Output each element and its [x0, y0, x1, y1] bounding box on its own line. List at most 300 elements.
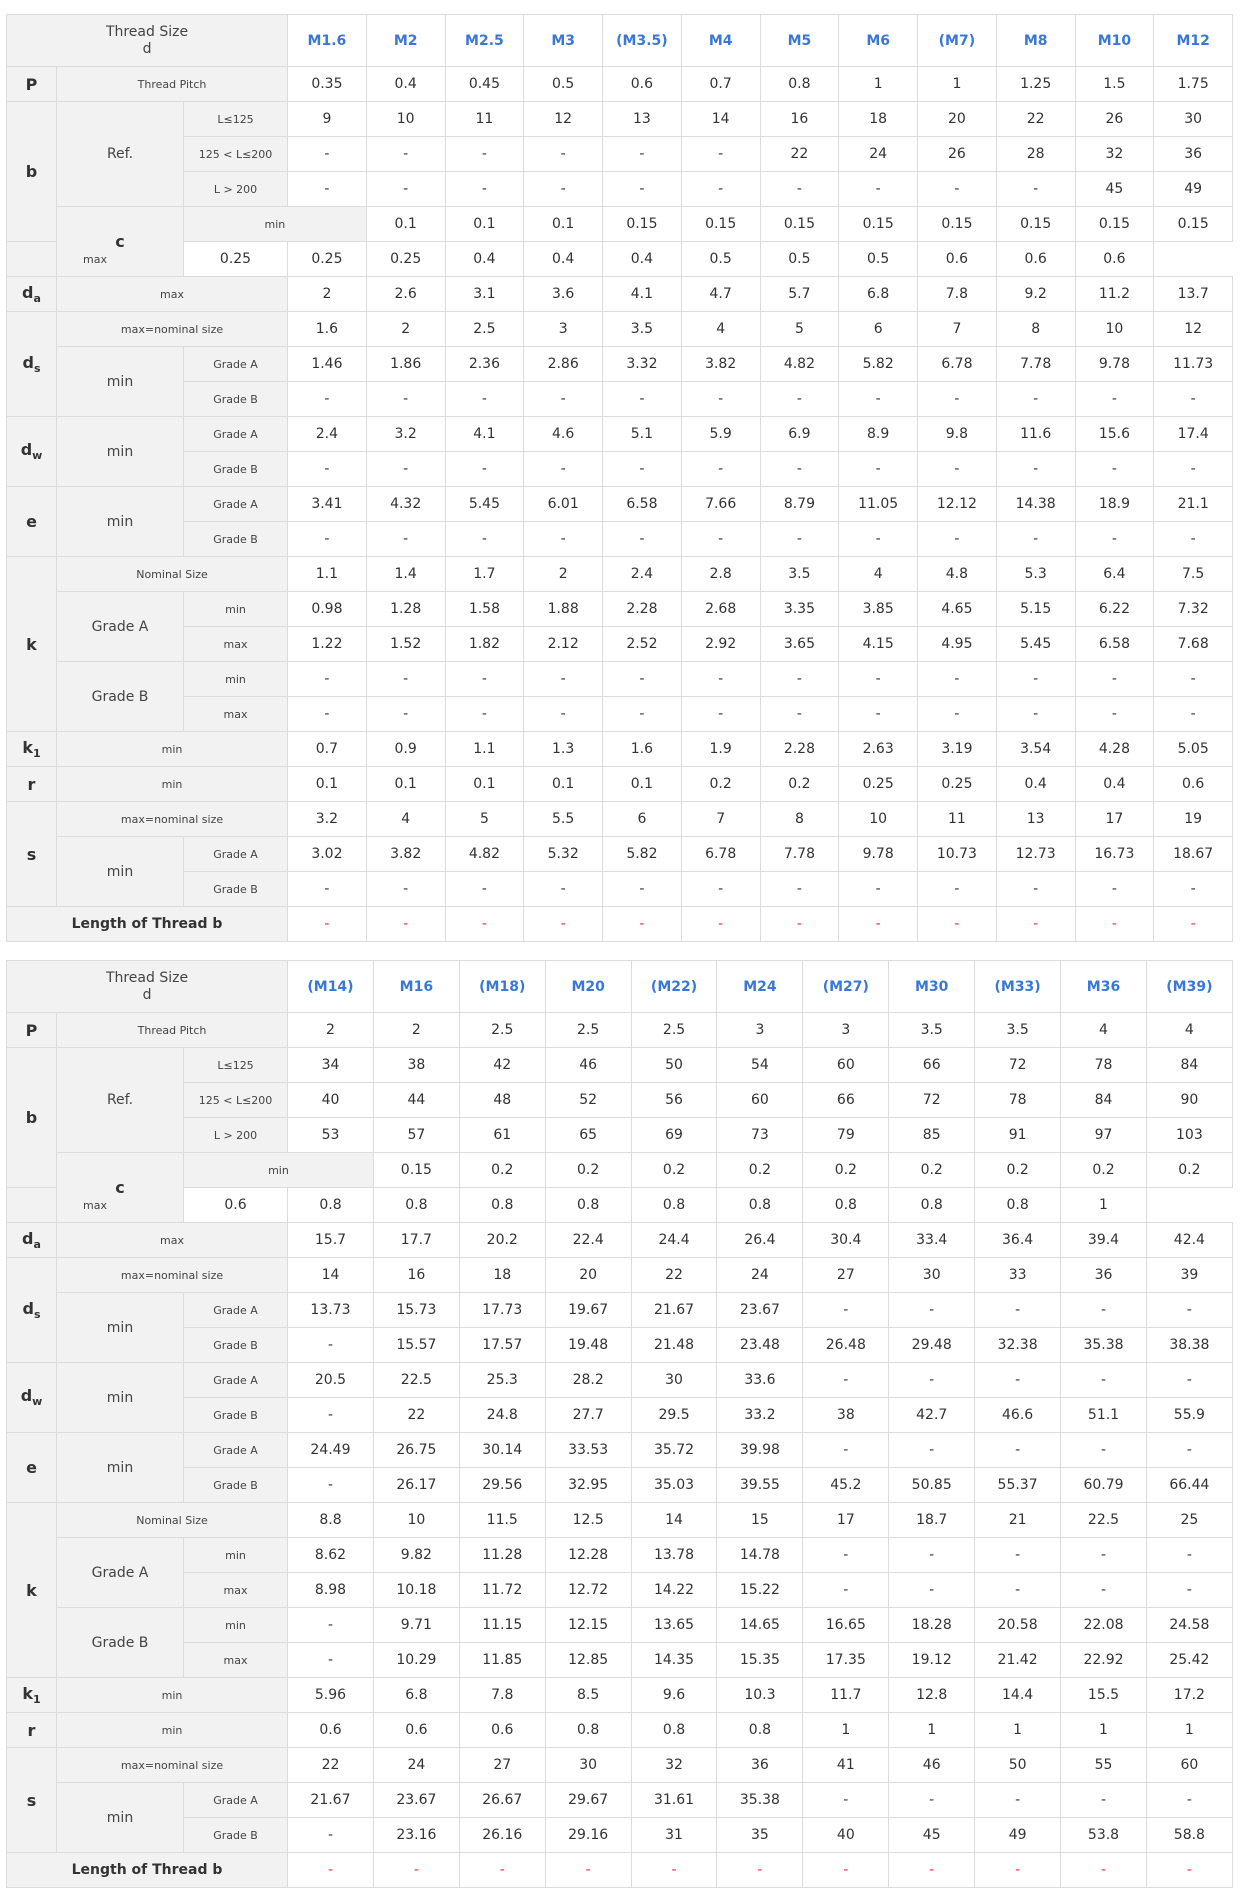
label-grade-b [184, 1818, 288, 1853]
row-k-b-max [7, 697, 1233, 732]
value-cell: - [839, 522, 918, 557]
value-cell: 40 [803, 1818, 889, 1853]
label-nominal-size [57, 557, 288, 592]
value-cell: 2.6 [366, 277, 445, 312]
header-row [7, 961, 1233, 1013]
value-cell: 0.1 [366, 207, 445, 242]
value-cell: 22 [631, 1258, 717, 1293]
symbol-c-text: c [115, 232, 125, 251]
symbol-ds-subscript: s [33, 362, 41, 376]
label-grade-b-text: Grade B [91, 688, 149, 705]
value-cell: 2.92 [681, 627, 760, 662]
label-grade-b-text: Grade B [91, 1634, 149, 1651]
value-cell: 0.7 [681, 67, 760, 102]
value-cell: 0.8 [889, 1188, 975, 1223]
value-cell: 0.5 [524, 67, 603, 102]
value-cell: 4.15 [839, 627, 918, 662]
value-cell: 32 [631, 1748, 717, 1783]
value-cell: - [760, 382, 839, 417]
value-cell: 6.78 [681, 837, 760, 872]
label-max [57, 277, 288, 312]
value-cell: 46 [545, 1048, 631, 1083]
label-min-text: min [225, 1548, 246, 1562]
label-grade-a [184, 347, 288, 382]
value-cell: 24.58 [1146, 1608, 1232, 1643]
value-cell: 17 [803, 1503, 889, 1538]
value-cell: 1 [839, 67, 918, 102]
value-cell: - [889, 1853, 975, 1888]
row-ds-max [7, 312, 1233, 347]
value-cell: - [1075, 382, 1154, 417]
value-cell: - [524, 172, 603, 207]
value-cell: 0.8 [288, 1188, 374, 1223]
value-cell: 10.73 [918, 837, 997, 872]
value-cell: - [366, 907, 445, 942]
value-cell: 84 [1061, 1083, 1147, 1118]
value-cell: - [603, 662, 682, 697]
value-cell: 22 [760, 137, 839, 172]
value-cell: 0.8 [760, 67, 839, 102]
value-cell: 2 [366, 312, 445, 347]
value-cell: 48 [459, 1083, 545, 1118]
symbol-s-text: s [26, 1790, 37, 1810]
size-header: M2.5 [445, 15, 524, 67]
value-cell: 29.5 [631, 1398, 717, 1433]
value-cell: 0.25 [288, 242, 367, 277]
value-cell: 2.12 [524, 627, 603, 662]
value-cell: 15 [717, 1503, 803, 1538]
value-cell: 0.6 [918, 242, 997, 277]
value-cell: 1.6 [288, 312, 367, 347]
value-cell: - [603, 452, 682, 487]
value-cell: 0.1 [366, 767, 445, 802]
value-cell: 4 [1146, 1013, 1232, 1048]
value-cell: 60 [1146, 1748, 1232, 1783]
value-cell: - [889, 1573, 975, 1608]
value-cell: - [1154, 907, 1233, 942]
value-cell: 14.22 [631, 1573, 717, 1608]
value-cell: - [681, 662, 760, 697]
value-cell: 1.88 [524, 592, 603, 627]
symbol-da [7, 1223, 57, 1258]
value-cell: 33.4 [889, 1223, 975, 1258]
value-cell: 12.12 [918, 487, 997, 522]
size-header: M6 [839, 15, 918, 67]
label-min [184, 592, 288, 627]
value-cell: 0.1 [445, 767, 524, 802]
label-l-le-125-text: L≤125 [217, 1058, 254, 1072]
value-cell: 42.7 [889, 1398, 975, 1433]
value-cell: - [524, 697, 603, 732]
label-grade-a [57, 1538, 184, 1608]
value-cell: - [839, 452, 918, 487]
value-cell: 0.45 [445, 67, 524, 102]
label-ref-text: Ref. [106, 146, 134, 162]
value-cell: 8 [760, 802, 839, 837]
value-cell: 18.9 [1075, 487, 1154, 522]
value-cell: - [681, 697, 760, 732]
label-min-text: min [225, 1618, 246, 1632]
value-cell: 26.75 [373, 1433, 459, 1468]
label-max-nominal-text: max=nominal size [120, 1758, 224, 1772]
value-cell: 0.8 [373, 1188, 459, 1223]
symbol-da-subscript: a [33, 1238, 41, 1252]
value-cell: 0.15 [681, 207, 760, 242]
value-cell: 51.1 [1061, 1398, 1147, 1433]
label-max-text: max [160, 1233, 184, 1247]
value-cell: 25.3 [459, 1363, 545, 1398]
label-min-text: min [161, 777, 183, 791]
value-cell: 22.5 [373, 1363, 459, 1398]
value-cell: - [1075, 872, 1154, 907]
symbol-dw-subscript: w [32, 1395, 43, 1409]
row-ds-min-a [7, 347, 1233, 382]
label-max-text: max [83, 252, 107, 266]
value-cell: 11.73 [1154, 347, 1233, 382]
value-cell: 0.15 [918, 207, 997, 242]
value-cell: 1.52 [366, 627, 445, 662]
value-cell: - [524, 452, 603, 487]
symbol-ds-subscript: s [33, 1308, 41, 1322]
value-cell: 11 [918, 802, 997, 837]
value-cell: 4 [839, 557, 918, 592]
value-cell: 3 [524, 312, 603, 347]
value-cell: 7.68 [1154, 627, 1233, 662]
value-cell: 39 [1146, 1258, 1232, 1293]
row-e-min-a [7, 487, 1233, 522]
value-cell: - [996, 172, 1075, 207]
value-cell: 0.15 [1154, 207, 1233, 242]
row-dw-min-b [7, 1398, 1233, 1433]
label-thread-pitch-text: Thread Pitch [137, 77, 207, 91]
value-cell: - [445, 872, 524, 907]
value-cell: 0.15 [839, 207, 918, 242]
label-thread-pitch-text: Thread Pitch [137, 1023, 207, 1037]
symbol-p [7, 67, 57, 102]
value-cell: 1.82 [445, 627, 524, 662]
value-cell: 16.73 [1075, 837, 1154, 872]
value-cell: 8 [996, 312, 1075, 347]
value-cell: 26.16 [459, 1818, 545, 1853]
label-grade-a-text: Grade A [213, 1303, 258, 1317]
row-c-min [7, 207, 1233, 242]
label-nominal-size-text: Nominal Size [136, 567, 208, 581]
value-cell: 58.8 [1146, 1818, 1232, 1853]
value-cell: - [1061, 1293, 1147, 1328]
value-cell: 0.2 [1061, 1153, 1147, 1188]
value-cell: 10 [839, 802, 918, 837]
value-cell: 11.72 [459, 1573, 545, 1608]
value-cell: 22 [996, 102, 1075, 137]
value-cell: 36 [717, 1748, 803, 1783]
value-cell: 0.15 [1075, 207, 1154, 242]
label-grade-a [184, 1293, 288, 1328]
value-cell: 20.58 [975, 1608, 1061, 1643]
value-cell: - [889, 1433, 975, 1468]
value-cell: 0.6 [459, 1713, 545, 1748]
value-cell: 0.8 [631, 1188, 717, 1223]
label-l-le-200-text: 125 < L≤200 [198, 1093, 273, 1107]
value-cell: 41 [803, 1748, 889, 1783]
label-l-le-200 [184, 1083, 288, 1118]
size-header: M5 [760, 15, 839, 67]
value-cell: - [760, 452, 839, 487]
size-header: (M39) [1146, 961, 1232, 1013]
thread-size-label: Thread Size [105, 969, 189, 986]
row-k-b-min [7, 1608, 1233, 1643]
value-cell: 12.85 [545, 1643, 631, 1678]
value-cell: - [918, 452, 997, 487]
row-s-min-a [7, 837, 1233, 872]
label-grade-b [184, 1328, 288, 1363]
symbol-s-text: s [26, 844, 37, 864]
value-cell: 20 [918, 102, 997, 137]
value-cell: 85 [889, 1118, 975, 1153]
label-min [184, 1153, 374, 1188]
size-header: M8 [996, 15, 1075, 67]
value-cell: 26 [1075, 102, 1154, 137]
value-cell: 32.38 [975, 1328, 1061, 1363]
value-cell: 0.6 [373, 1713, 459, 1748]
value-cell: 55.37 [975, 1468, 1061, 1503]
label-min [57, 837, 184, 907]
label-l-gt-200 [184, 1118, 288, 1153]
row-ds-min-a [7, 1293, 1233, 1328]
value-cell: 28 [996, 137, 1075, 172]
value-cell: - [288, 907, 367, 942]
value-cell: 91 [975, 1118, 1061, 1153]
symbol-r [7, 1713, 57, 1748]
value-cell: 50 [631, 1048, 717, 1083]
value-cell: 5.9 [681, 417, 760, 452]
value-cell: 0.1 [524, 767, 603, 802]
value-cell: - [803, 1573, 889, 1608]
value-cell: 7 [681, 802, 760, 837]
label-ref [57, 102, 184, 207]
label-max-nominal-text: max=nominal size [120, 812, 224, 826]
thread-size-d-label: d [142, 986, 152, 1003]
value-cell: - [918, 382, 997, 417]
value-cell: 0.1 [288, 767, 367, 802]
thread-size-d-label: d [142, 40, 152, 57]
value-cell: 5.5 [524, 802, 603, 837]
value-cell: 5 [445, 802, 524, 837]
value-cell: 0.35 [288, 67, 367, 102]
label-min-text: min [161, 742, 183, 756]
value-cell: 0.2 [1146, 1153, 1232, 1188]
label-min [57, 1783, 184, 1853]
symbol-k1-subscript: 1 [32, 1693, 41, 1707]
value-cell: - [1146, 1853, 1232, 1888]
value-cell: 3.02 [288, 837, 367, 872]
value-cell: - [681, 382, 760, 417]
row-k1-min [7, 732, 1233, 767]
row-e-min-b [7, 522, 1233, 557]
size-header: (M27) [803, 961, 889, 1013]
value-cell: 7 [918, 312, 997, 347]
value-cell: 1.3 [524, 732, 603, 767]
value-cell: - [445, 907, 524, 942]
label-nominal-size-text: Nominal Size [136, 1513, 208, 1527]
value-cell: 6 [603, 802, 682, 837]
value-cell: - [288, 1818, 374, 1853]
value-cell: - [889, 1538, 975, 1573]
value-cell: - [803, 1538, 889, 1573]
value-cell: 1 [803, 1713, 889, 1748]
label-min [57, 1363, 184, 1433]
symbol-k-text: k [26, 1580, 37, 1600]
symbol-ds [7, 312, 57, 417]
size-header: M12 [1154, 15, 1233, 67]
label-length-of-thread-text: Length of Thread b [71, 1862, 223, 1878]
thread-size-label: Thread Size [105, 23, 189, 40]
value-cell: - [366, 697, 445, 732]
value-cell: 35.03 [631, 1468, 717, 1503]
thread-spec-table-2 [6, 960, 1233, 1888]
label-max-text: max [223, 1583, 248, 1597]
value-cell: - [1146, 1538, 1232, 1573]
value-cell: 21 [975, 1503, 1061, 1538]
value-cell: 4 [681, 312, 760, 347]
value-cell: 22.08 [1061, 1608, 1147, 1643]
value-cell: 0.25 [918, 767, 997, 802]
value-cell: 1.25 [996, 67, 1075, 102]
value-cell: - [1154, 697, 1233, 732]
value-cell: 2 [524, 557, 603, 592]
value-cell: 12.8 [889, 1678, 975, 1713]
value-cell: 52 [545, 1083, 631, 1118]
value-cell: 36 [1154, 137, 1233, 172]
value-cell: - [1061, 1363, 1147, 1398]
row-r-min [7, 767, 1233, 802]
value-cell: 8.5 [545, 1678, 631, 1713]
value-cell: 45.2 [803, 1468, 889, 1503]
size-header: M10 [1075, 15, 1154, 67]
label-l-gt-200 [184, 172, 288, 207]
value-cell: 31.61 [631, 1783, 717, 1818]
value-cell: 7.78 [760, 837, 839, 872]
value-cell: 22.92 [1061, 1643, 1147, 1678]
value-cell: - [918, 662, 997, 697]
value-cell: - [889, 1363, 975, 1398]
value-cell: 42.4 [1146, 1223, 1232, 1258]
value-cell: 38 [803, 1398, 889, 1433]
size-header: M4 [681, 15, 760, 67]
value-cell: - [373, 1853, 459, 1888]
value-cell: 39.4 [1061, 1223, 1147, 1258]
value-cell: 14.38 [996, 487, 1075, 522]
value-cell: 36 [1061, 1258, 1147, 1293]
symbol-dw [7, 417, 57, 487]
symbol-r [7, 767, 57, 802]
value-cell: 1 [1061, 1188, 1147, 1223]
value-cell: 5.3 [996, 557, 1075, 592]
label-grade-b [184, 522, 288, 557]
value-cell: - [603, 872, 682, 907]
symbol-r-text: r [27, 774, 36, 794]
value-cell: 7.78 [996, 347, 1075, 382]
symbol-k1-text: k [22, 1683, 33, 1703]
value-cell: 65 [545, 1118, 631, 1153]
value-cell: 13.78 [631, 1538, 717, 1573]
value-cell: 0.25 [184, 242, 288, 277]
value-cell: 30 [1154, 102, 1233, 137]
value-cell: 13.65 [631, 1608, 717, 1643]
value-cell: - [545, 1853, 631, 1888]
value-cell: - [524, 137, 603, 172]
label-max-text: max [223, 707, 248, 721]
value-cell: - [366, 382, 445, 417]
value-cell: 1.4 [366, 557, 445, 592]
value-cell: 6.01 [524, 487, 603, 522]
label-min-text: min [225, 672, 246, 686]
value-cell: 6 [839, 312, 918, 347]
label-max-nominal [57, 1258, 288, 1293]
symbol-b-text: b [25, 1108, 38, 1127]
value-cell: 15.22 [717, 1573, 803, 1608]
value-cell: 3.85 [839, 592, 918, 627]
value-cell: - [445, 662, 524, 697]
value-cell: 61 [459, 1118, 545, 1153]
value-cell: 4.8 [918, 557, 997, 592]
label-max [57, 1223, 288, 1258]
value-cell: 2.28 [760, 732, 839, 767]
value-cell: 53.8 [1061, 1818, 1147, 1853]
row-b-lgt200 [7, 172, 1233, 207]
symbol-ds-text: d [22, 352, 34, 372]
value-cell: 16 [373, 1258, 459, 1293]
value-cell: - [681, 907, 760, 942]
value-cell: 0.15 [996, 207, 1075, 242]
value-cell: 0.1 [445, 207, 524, 242]
value-cell: 32.95 [545, 1468, 631, 1503]
value-cell: 23.16 [373, 1818, 459, 1853]
value-cell: - [445, 137, 524, 172]
label-grade-b-text: Grade B [213, 1828, 258, 1842]
symbol-k1-text: k [22, 737, 33, 757]
value-cell: 24 [839, 137, 918, 172]
value-cell: 8.98 [288, 1573, 374, 1608]
value-cell: 35 [717, 1818, 803, 1853]
value-cell: 5.05 [1154, 732, 1233, 767]
value-cell: - [839, 907, 918, 942]
value-cell: 0.8 [545, 1713, 631, 1748]
value-cell: 0.7 [288, 732, 367, 767]
value-cell: 13.73 [288, 1293, 374, 1328]
value-cell: 12.72 [545, 1573, 631, 1608]
row-dw-min-a [7, 417, 1233, 452]
symbol-e [7, 487, 57, 557]
label-max [7, 1188, 184, 1223]
label-ref [57, 1048, 184, 1153]
size-header: M1.6 [288, 15, 367, 67]
row-s-min-b [7, 1818, 1233, 1853]
value-cell: 25 [1146, 1503, 1232, 1538]
value-cell: - [1154, 452, 1233, 487]
label-grade-a-text: Grade A [91, 618, 149, 635]
value-cell: 35.38 [1061, 1328, 1147, 1363]
value-cell: 0.2 [459, 1153, 545, 1188]
value-cell: - [445, 522, 524, 557]
value-cell: - [1154, 382, 1233, 417]
label-max-nominal [57, 312, 288, 347]
value-cell: 21.1 [1154, 487, 1233, 522]
row-k-b-min [7, 662, 1233, 697]
value-cell: 1 [975, 1713, 1061, 1748]
value-cell: - [918, 172, 997, 207]
value-cell: 2.36 [445, 347, 524, 382]
label-max-text: max [223, 637, 248, 651]
